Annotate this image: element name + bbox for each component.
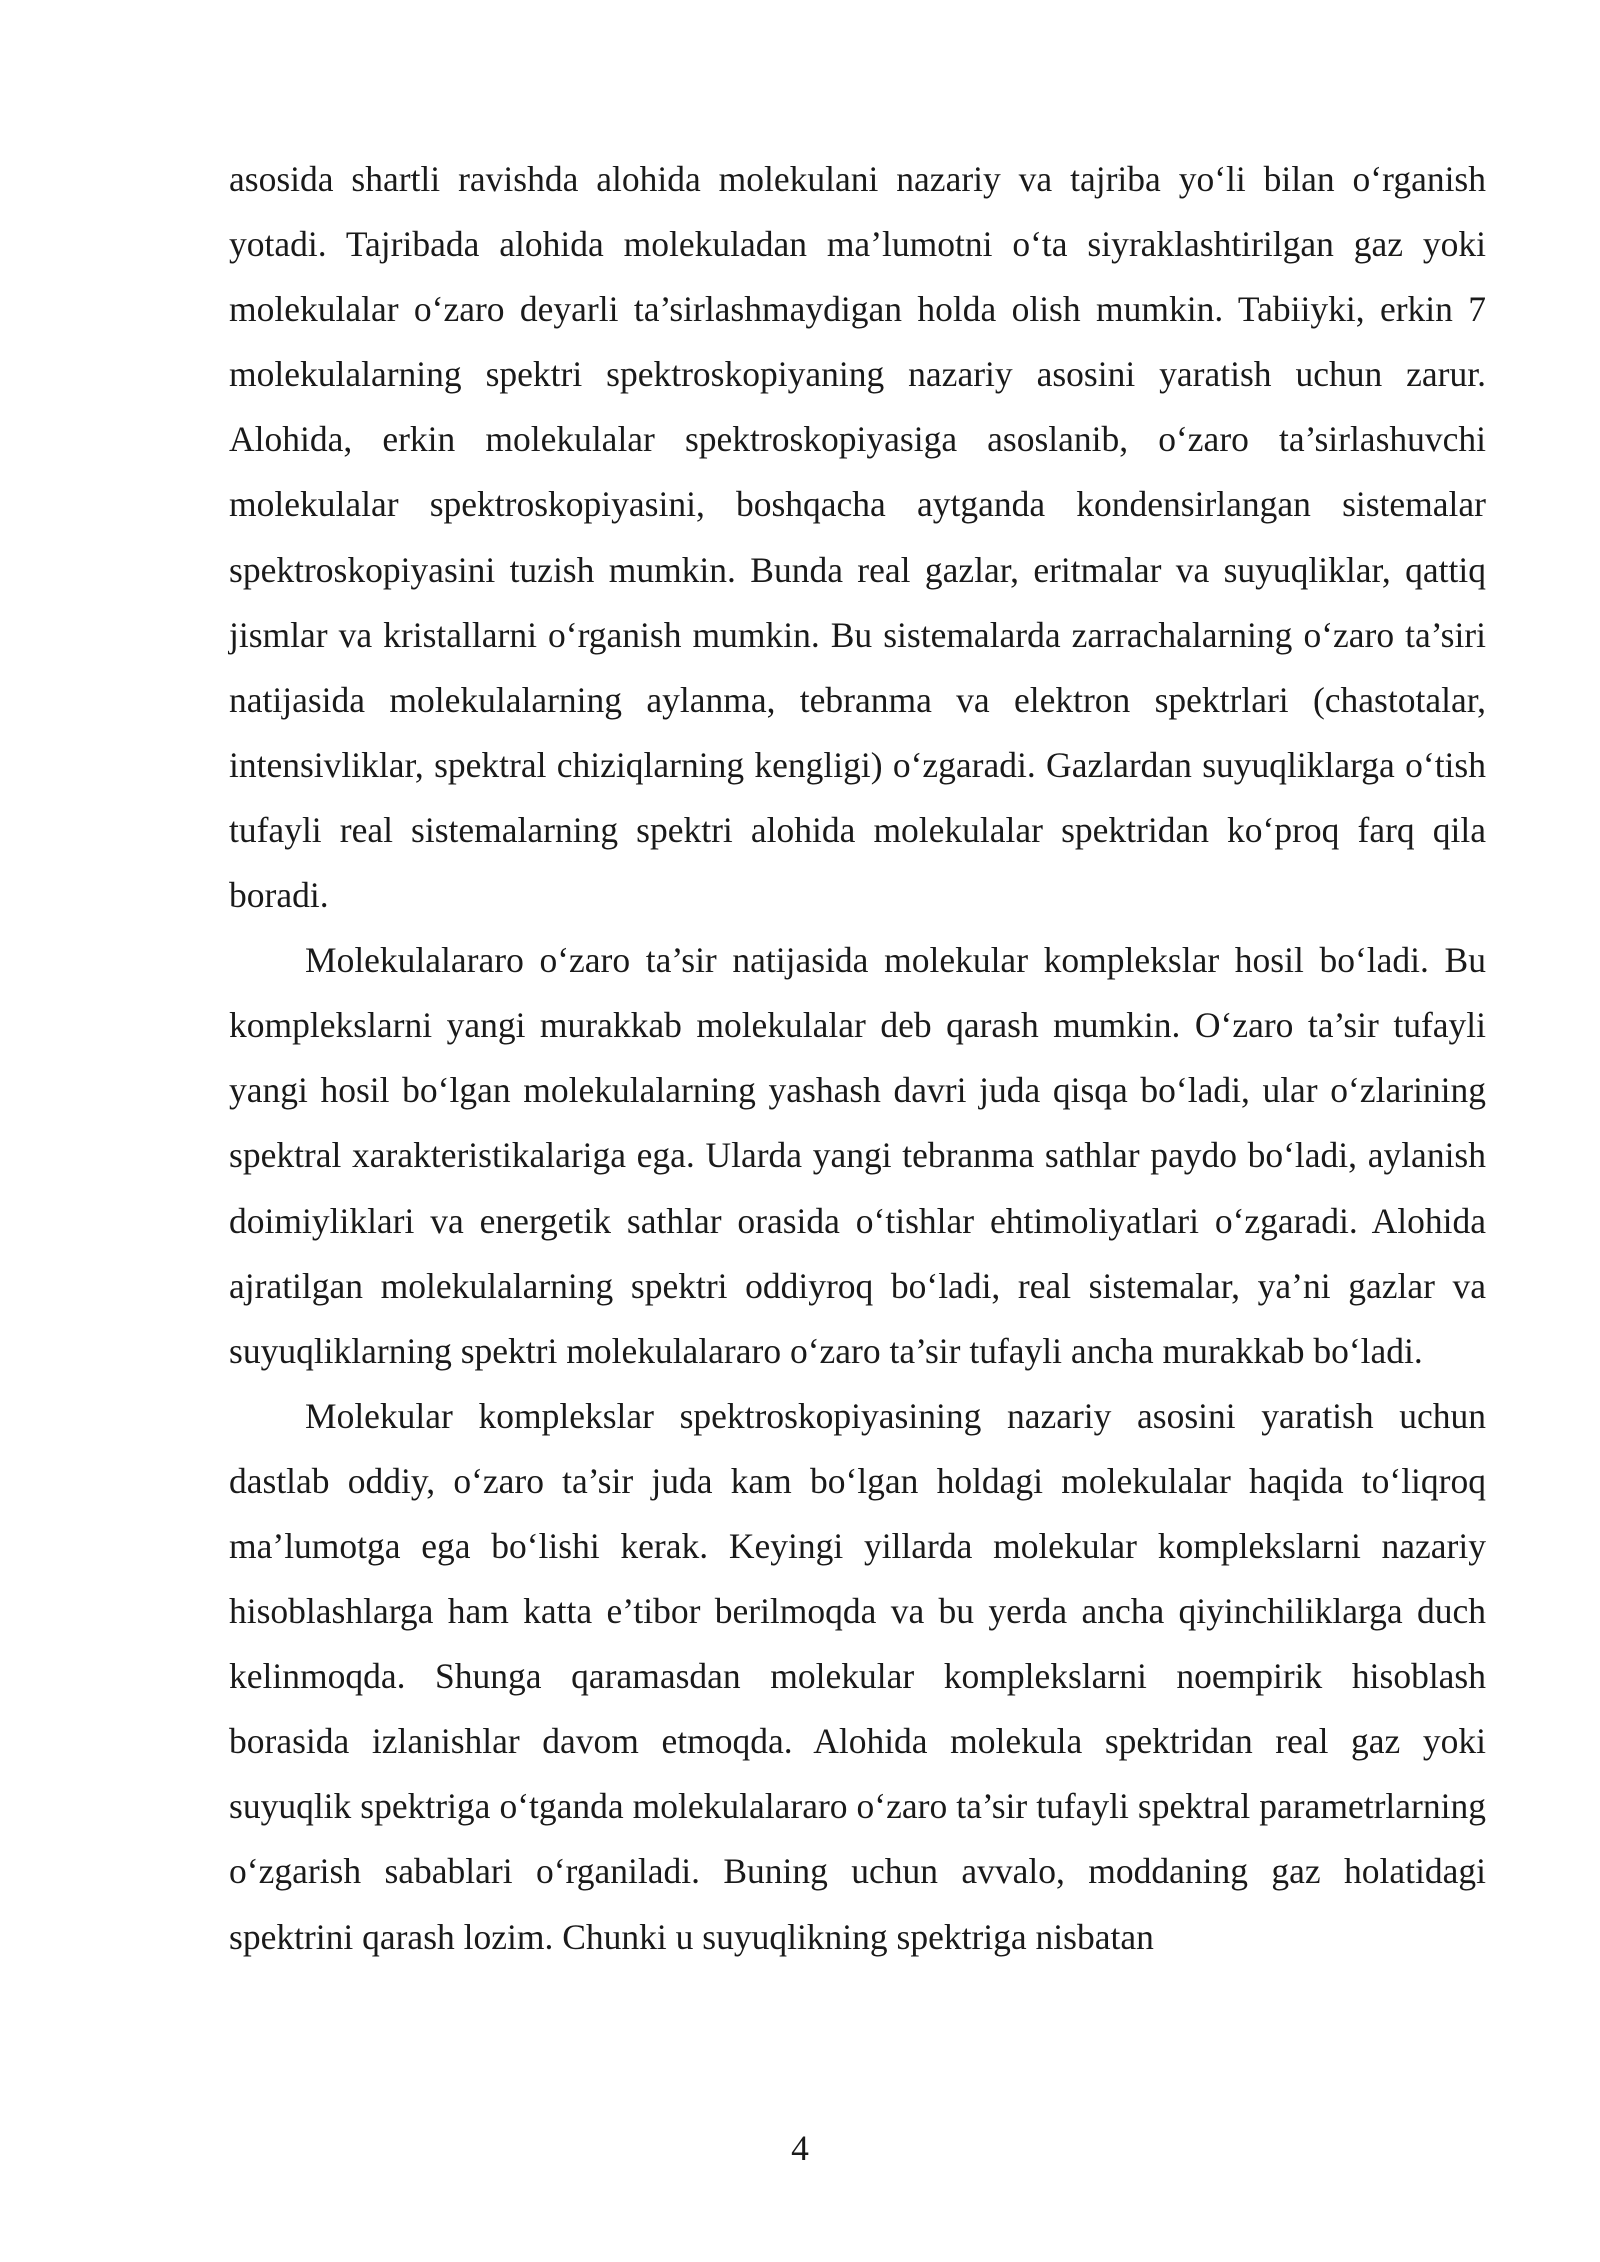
body-text <box>229 147 1486 1970</box>
paragraph: Molekulalararo o‘zaro ta’sir natijasida molekular komplekslar hosil bo‘ladi. Bu komplekslarni yangi murakkab molekulalar deb qarash mumkin. O‘zaro ta’sir tufayli yangi hosil bo‘lgan molekulalarning yashash davri juda qisqa bo‘ladi, ular o‘zlarining spektral xarakteristikalariga ega. Ularda yangi tebranma sathlar paydo bo‘ladi, aylanish doimiyliklari va energetik sathlar orasida o‘tishlar ehtimoliyatlari o‘zgaradi. Alohida ajratilgan molekulalarning spektri oddiyroq bo‘ladi, real sistemalar, ya’ni gazlar va suyuqliklarning spektri molekulalararo o‘zaro ta’sir tufayli ancha murakkab bo‘ladi. <box>229 940 1486 1371</box>
page-number: 4 <box>791 2128 809 2168</box>
paragraph: Molekular komplekslar spektroskopiyasining nazariy asosini yaratish uchun dastlab oddiy, o‘zaro ta’sir juda kam bo‘lgan holdagi molekulalar haqida to‘liqroq ma’lumotga ega bo‘lishi kerak. Keyingi yillarda molekular komplekslarni nazariy hisoblashlarga ham katta e’tibor berilmoqda va bu yerda ancha qiyinchiliklarga duch kelinmoqda. Shunga qaramasdan molekular komplekslarni noempirik hisoblash borasida izlanishlar davom etmoqda. Alohida molekula spektridan real gaz yoki suyuqlik spektriga o‘tganda molekulalararo o‘zaro ta’sir tufayli spektral parametrlarning o‘zgarish sabablari o‘rganiladi. Buning uchun avvalo, moddaning gaz holatidagi spektrini qarash lozim. Chunki u suyuqlikning spektriga nisbatan <box>229 1395 1486 1957</box>
paragraph-continued: asosida shartli ravishda alohida molekulani nazariy va tajriba yo‘li bilan o‘rganish yotadi. Tajribada alohida molekuladan ma’lumotni o‘ta siyraklashtirilgan gaz yoki molekulalar o‘zaro deyarli ta’sirlashmaydigan holda olish mumkin. Tabiiyki, erkin 7 molekulalarning spektri spektroskopiyaning nazariy asosini yaratish uchun zarur. Alohida, erkin molekulalar spektroskopiyasiga asoslanib, o‘zaro ta’sirlashuvchi molekulalar spektroskopiyasini, boshqacha aytganda kondensirlangan sistemalar spektroskopiyasini tuzish mumkin. Bunda real gazlar, eritmalar va suyuqliklar, qattiq jismlar va kristallarni o‘rganish mumkin. Bu sistemalarda zarrachalarning o‘zaro ta’siri natijasida molekulalarning aylanma, tebranma va elektron spektrlari (chastotalar, intensivliklar, spektral chiziqlarning kengligi) o‘zgaradi. Gazlardan suyuqliklarga o‘tish tufayli real sistemalarning spektri alohida molekulalar spektridan ko‘proq farq qila boradi. <box>229 159 1486 916</box>
